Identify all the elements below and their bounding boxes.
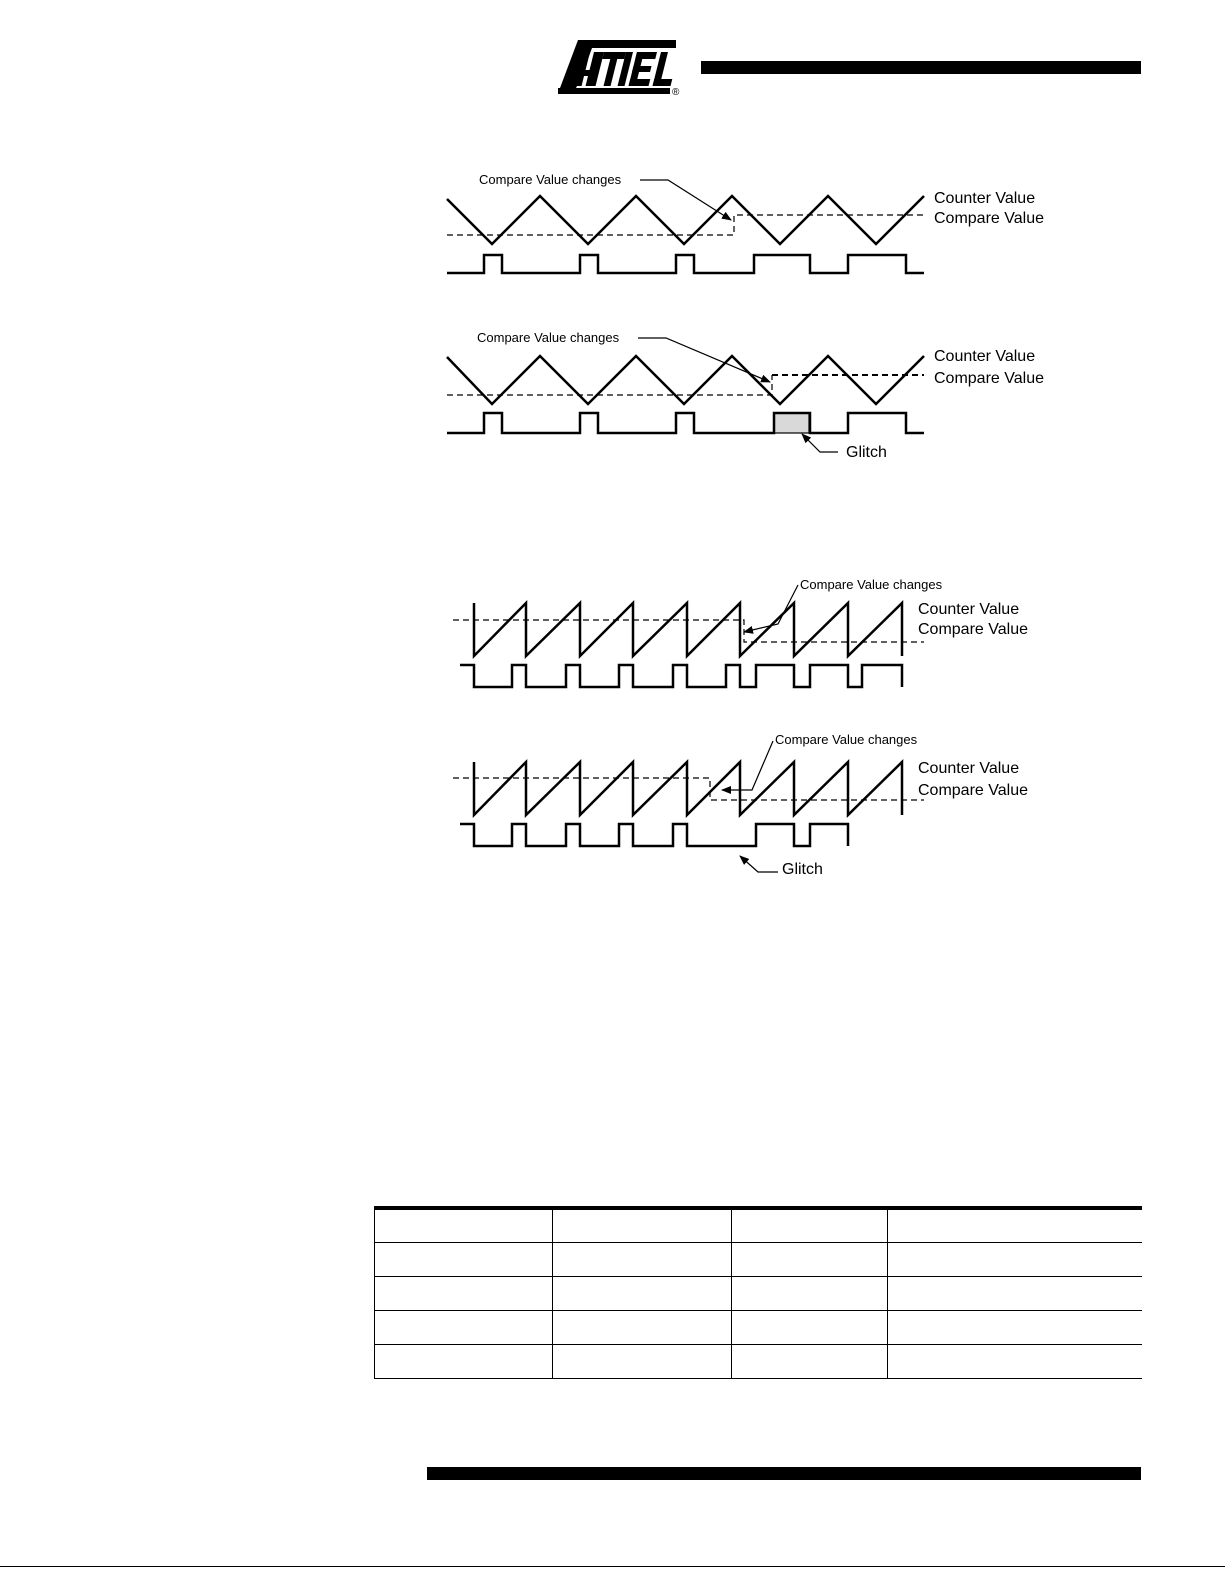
page-edge-line xyxy=(0,1566,1225,1567)
settings-table xyxy=(374,1206,1142,1379)
counter-sawtooth-wave xyxy=(474,762,902,815)
compare-value-dashed xyxy=(447,375,772,395)
table-header-cell xyxy=(888,1208,1142,1242)
glitch-label: Glitch xyxy=(846,444,887,461)
annotation-text: Compare Value changes xyxy=(479,172,622,187)
annotation-text: Compare Value changes xyxy=(775,732,918,747)
glitch-label: Glitch xyxy=(782,861,823,878)
table-cell xyxy=(732,1310,888,1344)
table-cell xyxy=(553,1276,732,1310)
annotation-leader xyxy=(722,741,773,790)
annotation-text: Compare Value changes xyxy=(800,577,943,592)
table-header-cell xyxy=(553,1208,732,1242)
compare-value-label: Compare Value xyxy=(934,210,1044,227)
pwm-output xyxy=(447,255,924,273)
footer-rule xyxy=(427,1467,1141,1480)
table-cell xyxy=(888,1310,1142,1344)
figure-dual-slope-glitch xyxy=(447,330,1044,461)
table-cell xyxy=(375,1276,553,1310)
pwm-output xyxy=(460,665,902,687)
pwm-output xyxy=(460,824,848,846)
table-cell xyxy=(888,1276,1142,1310)
glitch-leader xyxy=(740,856,778,872)
table-cell xyxy=(375,1242,553,1276)
pwm-output xyxy=(447,413,924,433)
figure-dual-slope-ok xyxy=(447,172,1044,273)
table-row xyxy=(375,1344,1142,1378)
table-cell xyxy=(375,1344,553,1378)
counter-value-label: Counter Value xyxy=(918,601,1020,618)
table-row xyxy=(375,1310,1142,1344)
table-cell xyxy=(553,1242,732,1276)
table-cell xyxy=(888,1242,1142,1276)
counter-value-label: Counter Value xyxy=(934,348,1036,365)
compare-value-label: Compare Value xyxy=(934,370,1044,387)
table-cell xyxy=(375,1310,553,1344)
table-header-row xyxy=(375,1208,1142,1242)
counter-value-label: Counter Value xyxy=(918,760,1020,777)
counter-value-label: Counter Value xyxy=(934,190,1036,207)
counter-triangle-wave xyxy=(447,196,924,244)
figure-fast-pwm-glitch xyxy=(453,732,1028,878)
figure-fast-pwm-ok xyxy=(453,577,1028,687)
compare-value-dashed xyxy=(453,778,924,800)
compare-value-label: Compare Value xyxy=(918,782,1028,799)
table-cell xyxy=(553,1310,732,1344)
table-header-cell xyxy=(732,1208,888,1242)
counter-sawtooth-wave xyxy=(474,603,902,656)
table-header-cell xyxy=(375,1208,553,1242)
counter-triangle-wave xyxy=(447,356,924,404)
table-cell xyxy=(732,1344,888,1378)
table-row xyxy=(375,1276,1142,1310)
table-cell xyxy=(888,1344,1142,1378)
annotation-text: Compare Value changes xyxy=(477,330,620,345)
table-cell xyxy=(732,1242,888,1276)
compare-value-label: Compare Value xyxy=(918,621,1028,638)
table-cell xyxy=(732,1276,888,1310)
registered-mark: ® xyxy=(672,87,680,98)
compare-value-dashed xyxy=(453,620,924,642)
glitch-leader xyxy=(802,434,838,452)
glitch-highlight xyxy=(774,413,809,433)
table-row xyxy=(375,1242,1142,1276)
table-cell xyxy=(553,1344,732,1378)
